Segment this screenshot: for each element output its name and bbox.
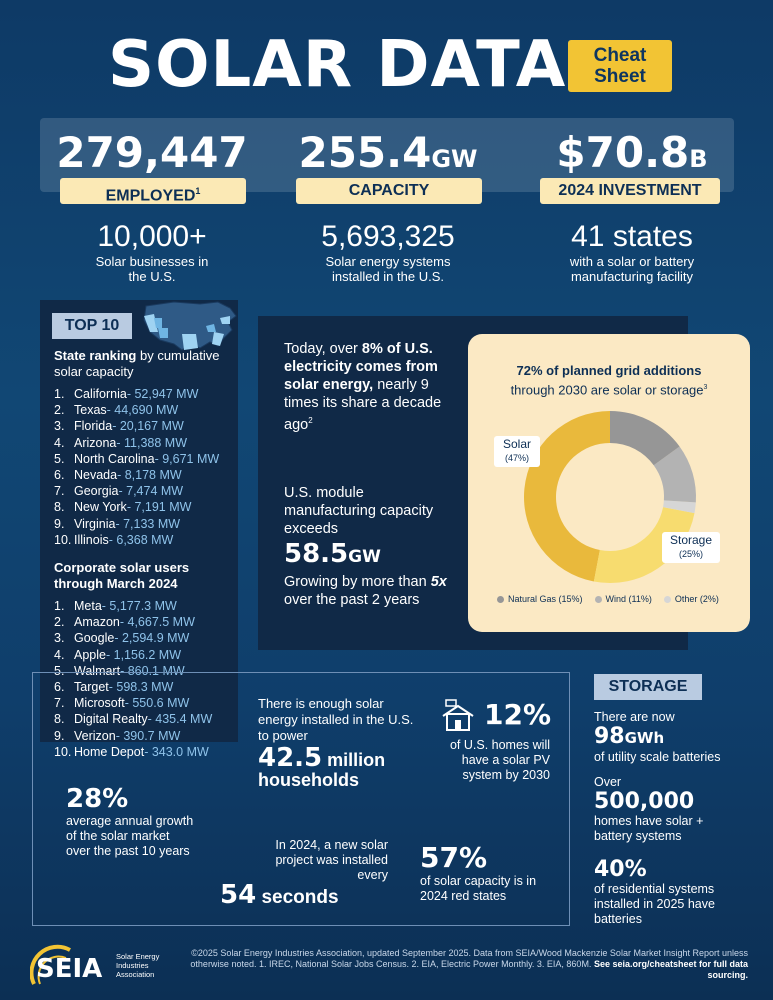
list-item: 2. Texas - 44,690 MW	[54, 403, 179, 418]
module-pre: U.S. module manufacturing capacity exceeds	[284, 485, 434, 537]
storage-item-homes: Over 500,000 homes have solar + battery systems	[594, 775, 704, 843]
state-ranking-heading: State ranking by cumulative solar capacity	[54, 348, 220, 379]
storage-item-batteries: There are now 98GWh of utility scale batteries	[594, 710, 721, 764]
chart-legend	[497, 594, 719, 604]
stat-label-employed: EMPLOYED$^1$	[60, 178, 246, 204]
list-item: 10. Illinois - 6,368 MW	[54, 532, 174, 547]
list-item: 1. Meta - 5,177.3 MW	[54, 599, 177, 614]
red-text: of solar capacity is in 2024 red states	[420, 874, 537, 903]
list-item: 3. Google - 2,594.9 MW	[54, 631, 190, 646]
stat-sub-states	[526, 220, 738, 284]
households-pre: There is enough solar energy installed in the U.S. to power	[258, 696, 414, 743]
list-item: 10. Home Depot - 343.0 MW	[54, 744, 209, 759]
list-item: 6. Target - 598.3 MW	[54, 680, 174, 695]
sub-big: 5,693,325	[321, 220, 455, 253]
sub-small: with a solar or battery manufacturing facility	[569, 254, 695, 284]
homes-value: 12%	[484, 698, 552, 731]
list-item: 5. North Carolina - 9,671 MW	[54, 451, 220, 466]
stat-value: 279,447	[56, 128, 248, 177]
corp-heading: Corporate solar users through March 2024	[54, 560, 190, 592]
list-item: 3. Florida - 20,167 MW	[54, 419, 184, 434]
chart-title: 72% of planned grid additions through 2030 are solar or storage$^3$	[510, 363, 708, 398]
stat-sub-systems	[282, 220, 494, 284]
list-item: 6. Nevada - 8,178 MW	[54, 468, 182, 483]
cheat-sheet-badge	[568, 40, 672, 92]
project-block	[220, 838, 388, 910]
slice-label-solar: Solar (47%)	[494, 436, 540, 467]
growth-text: average annual growth of the solar market over the past 10 years	[66, 814, 194, 858]
badge-line-1: Cheat	[593, 45, 647, 66]
list-item: 9. Verizon - 390.7 MW	[54, 728, 181, 743]
list-item: 4. Apple - 1,156.2 MW	[54, 647, 182, 662]
list-item: 5. Walmart - 860.1 MW	[54, 663, 185, 678]
state-list	[54, 386, 234, 548]
stat-value: $70.8B	[556, 128, 708, 177]
stat-sub-businesses	[46, 220, 258, 284]
stat-employed	[46, 128, 258, 184]
legend-item-other: Other (2%)	[664, 594, 719, 604]
sub-big: 41 states	[571, 220, 693, 253]
page-title: SOLAR DATA	[108, 28, 567, 102]
stat-label-capacity: CAPACITY	[296, 178, 482, 204]
module-block	[284, 484, 454, 609]
growth-value: 28%	[66, 784, 129, 814]
stat-investment	[526, 128, 738, 184]
red-states-block	[420, 842, 550, 904]
storage-badge: STORAGE	[594, 674, 702, 700]
electricity-text: Today, over 8% of U.S. electricity comes from solar energy, nearly 9 times its share a decade ago$^2$	[284, 341, 442, 433]
list-item: 2. Amazon - 4,667.5 MW	[54, 615, 195, 630]
storage-item-residential: 40% of residential systems installed in 2025 have batteries	[594, 857, 715, 926]
footer-note: ©2025 Solar Energy Industries Association, updated September 2025. Data from SEIA/Wood Mackenzie Solar Market Insight Report unless otherwise noted. 1. IREC, National Solar Jobs Census. 2. EIA, Electric Power Monthly. 3. EIA, 860M. See seia.org/cheatsheet for full data sourcing.	[190, 948, 748, 980]
households-block	[258, 696, 418, 790]
red-value: 57%	[420, 841, 488, 874]
households-value: 42.5 million households	[258, 743, 386, 790]
growth-block	[66, 784, 196, 859]
sub-big: 10,000+	[97, 220, 207, 253]
list-item: 8. Digital Realty - 435.4 MW	[54, 712, 213, 727]
storage-block	[594, 710, 744, 927]
list-item: 4. Arizona - 11,388 MW	[54, 435, 188, 450]
sub-small: Solar energy systems installed in the U.S.	[325, 254, 451, 284]
seia-logo-text: SEIA	[36, 954, 103, 984]
module-post: Growing by more than 5x over the past 2 years	[284, 574, 447, 608]
list-item: 8. New York - 7,191 MW	[54, 500, 192, 515]
project-value: 54 seconds	[220, 880, 339, 910]
list-item: 7. Georgia - 7,474 MW	[54, 484, 184, 499]
list-item: 7. Microsoft - 550.6 MW	[54, 696, 190, 711]
legend-item-wind: Wind (11%)	[595, 594, 652, 604]
legend-item-gas: Natural Gas (15%)	[497, 594, 583, 604]
slice-label-storage: Storage (25%)	[662, 532, 720, 563]
module-value: 58.5GW	[284, 539, 381, 569]
homes-text: of U.S. homes will have a solar PV system by 2030	[449, 738, 550, 782]
stat-label-investment: 2024 INVESTMENT	[540, 178, 720, 204]
project-pre: In 2024, a new solar project was installed every	[275, 838, 388, 882]
top10-badge: TOP 10	[52, 313, 132, 339]
stat-capacity	[282, 128, 494, 184]
seia-logo-sub: Solar Energy Industries Association	[116, 952, 160, 979]
sub-small: Solar businesses in the U.S.	[95, 254, 209, 284]
list-item: 9. Virginia - 7,133 MW	[54, 516, 181, 531]
list-item: 1. California - 52,947 MW	[54, 387, 199, 401]
stat-value: 255.4GW	[298, 128, 478, 177]
badge-line-2: Sheet	[594, 66, 646, 87]
house-solar-icon	[440, 698, 476, 732]
